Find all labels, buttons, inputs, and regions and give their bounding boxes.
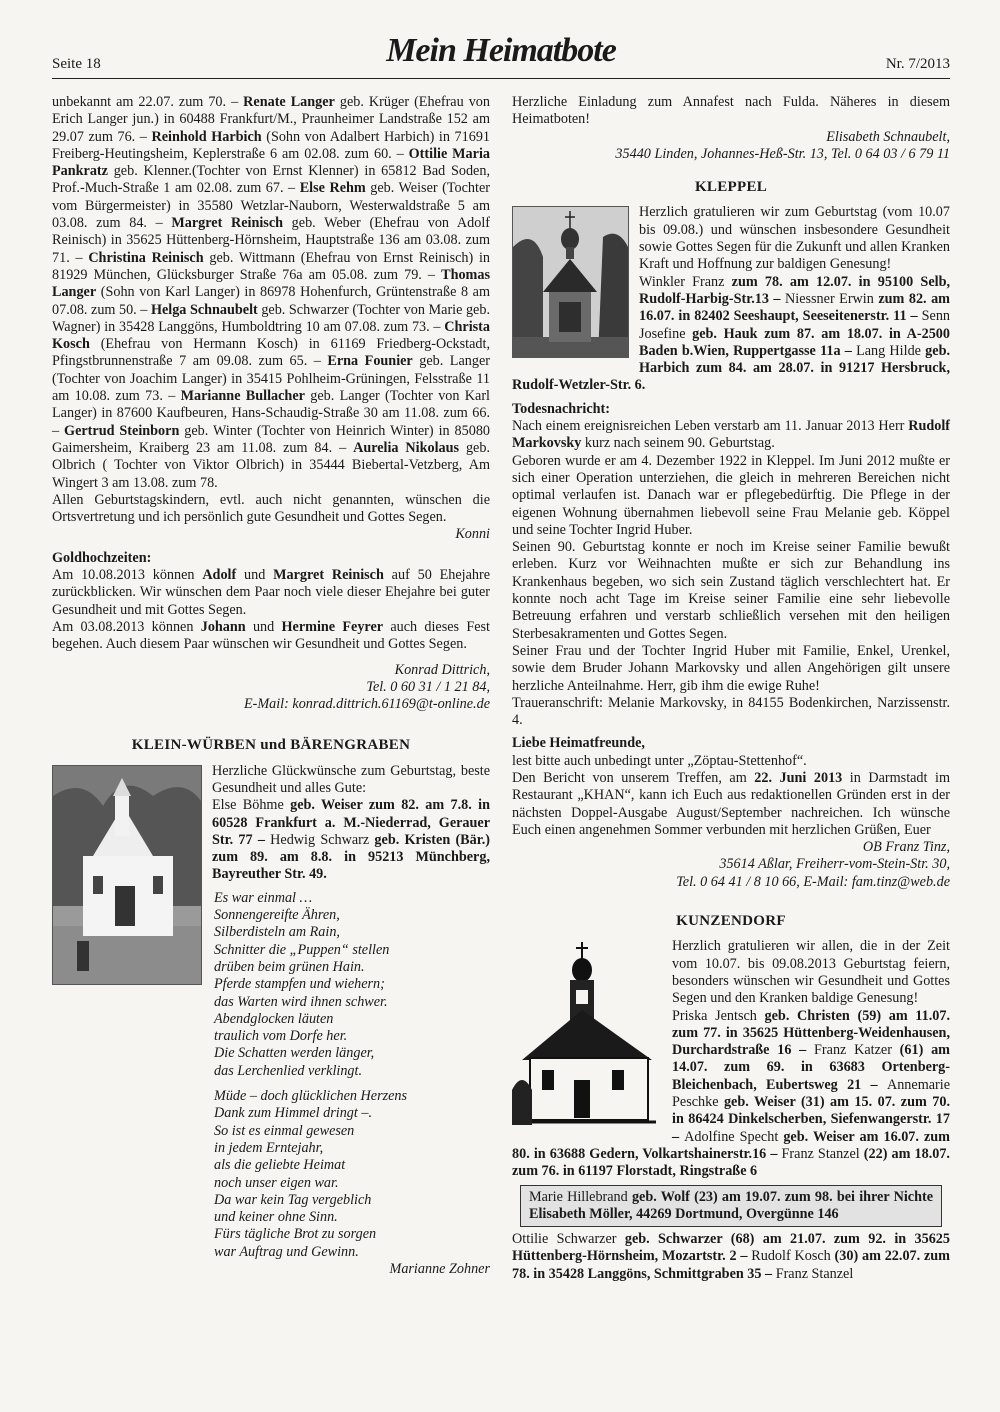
person-name: Thomas Langer (52, 266, 490, 301)
person-name: geb. Weiser (31) am 15. 07. zum 70. in 86424 Dinkelscherben, Siefenwangerstr. 17 – (672, 1094, 950, 1145)
person-name: geb. Christen (59) am 11.07. zum 77. in 35625 Hüttenberg-Weidenhausen, Durchardstraße 16 – (672, 1007, 950, 1059)
person-name: Christina Reinisch (88, 249, 204, 266)
death-notice-address: Traueranschrift: Melanie Markovsky, in 84155 Bodenkirchen, Narzissenstr. 4. (512, 694, 950, 729)
person-name: Christa Kosch (52, 318, 490, 353)
poem-line: in jedem Erntejahr, (214, 1139, 324, 1156)
left-column (52, 94, 490, 1278)
gold-wedding-2: Am 03.08.2013 können Johann und Hermine Feyrer auch dieses Fest begehen. Auch diesem Paar wünschen wir Gesundheit und Gottes Segen. (52, 618, 490, 653)
friends-heading: Liebe Heimatfreunde, (512, 735, 645, 752)
death-notice-3: Seinen 90. Geburtstag konnte er noch im Kreise seiner Familie bewußt erleben. Kurz vor Weihnachten mußte er sich zur Behandlung ins Krankenhaus begeben, wo sich sein Zustand täglich verschlechtert hat. Er konnte noch acht Tage im Kreise seiner Familie eine sehr liebevolle Betreuung erfahren und verstarb schließlich versehen mit den heiligen Sterbesakramenten und Gottes Segen. (512, 539, 950, 642)
church-drawing (512, 940, 662, 1130)
person-name: geb. Kristen (Bär.) zum 89. am 8.8. in 95213 Münchberg, Bayreuther Str. 49. (212, 831, 490, 883)
annafest-signature: Elisabeth Schnaubelt, (826, 128, 950, 145)
person-name: Margret Reinisch (171, 215, 284, 232)
death-notice-2: Geboren wurde er am 4. Dezember 1922 in Kleppel. Im Juni 2012 mußte er sich einer Operation unterziehen, die gleich in mehreren Bereichen nicht optimal verlaufen ist. Danach war er pflegebedürftig. Die Pflege in der eigenen Wohnung übernahmen liebevoll seine Frau Melanie geb. Köppel und seine Tochter Ingrid Huber. (512, 452, 950, 538)
poem-line: Abendglocken läuten (214, 1010, 334, 1027)
final-birthdays: Ottilie Schwarzer geb. Schwarzer (68) am 21.07. zum 92. in 35625 Hüttenberg-Hörnsheim, Mozartstr. 2 – Rudolf Kosch (30) am 22.07. zum 78. in 35428 Langgöns, Schmittgraben 35 – Franz Stanzel (512, 1231, 950, 1282)
kw-intro: Herzliche Glückwünsche zum Geburtstag, beste Gesundheit und alles Gute: (212, 762, 490, 796)
annafest-invitation: Herzliche Einladung zum Annafest nach Fulda. Näheres in diesem Heimatboten! (512, 94, 950, 128)
person-name: Rudolf Markovsky (512, 418, 950, 452)
person-name: (30) am 22.07. zum 78. in 35428 Langgöns, Schmittgraben 35 – (512, 1248, 950, 1282)
death-notice-4: Seiner Frau und der Tochter Ingrid Huber mit Familie, Enkel, Urenkel, sowie dem Bruder Johann Markovsky und allen Angehörigen gilt unsere herzliche Anteilnahme. Herr, gib ihm die ewige Ruhe! (512, 642, 950, 694)
poem-line: Dank zum Himmel dringt –. (214, 1105, 373, 1122)
kleppel-intro: Herzlich gratulieren wir zum Geburtstag (vom 10.07 bis 09.08.) und wünschen insbesondere Gesundheit sowie Gottes Segen für die Zukunft und allen Kranken Kraft und Hoffnung zur baldigen Genesung! (639, 204, 950, 273)
person-name: zum 78. am 12.07. in 95100 Selb, Rudolf-Harbig-Str.13 – (639, 273, 951, 307)
person-name: geb. Weiser am 16.07. zum 80. in 63688 Gedern, Volkartshainerstr.16 – (512, 1128, 951, 1162)
right-column (512, 94, 950, 1283)
highlight-box-text: Marie Hillebrand geb. Wolf (23) am 19.07. zum 98. bei ihrer Nichte Elisabeth Möller, 44269 Dortmund, Overgünne 146 (529, 1188, 933, 1222)
signature-name: Konrad Dittrich, (394, 661, 490, 678)
person-name: zum 82. am 16.07. in 82402 Seeshaupt, Seeseitenerstr. 11 – (639, 290, 950, 325)
kunzendorf-birthdays: Priska Jentsch geb. Christen (59) am 11.07. zum 77. in 35625 Hüttenberg-Weidenhausen, Durchardstraße 16 – Franz Katzer (61) am 14.07. zum 69. in 63683 Ortenberg-Bleichenbach, Eubertsweg 21 – Annemarie Peschke geb. Weiser (31) am 15. 07. zum 70. in 86424 Dinkelscherben, Siefenwangerstr. 17 – Adolfine Specht geb. Weiser am 16.07. zum 80. in 63688 Gedern, Volkartshainerstr.16 – Franz Stanzel (22) am 18.07. zum 76. in 61197 Florstadt, Ringstraße 6 (512, 1007, 951, 1180)
person-name: Johann (200, 618, 246, 635)
poem-line: das Warten wird ihnen schwer. (214, 993, 388, 1010)
person-name: geb. Hauk zum 87. am 18.07. in A-2500 Baden b.Wien, Ruppertgasse 11a – (639, 325, 950, 359)
church-image (512, 940, 662, 1130)
poem-line: traulich vom Dorfe her. (214, 1028, 348, 1045)
friends-address: 35614 Aßlar, Freiherr-vom-Stein-Str. 30, (719, 856, 950, 873)
poem-line: Da war kein Tag vergeblich (214, 1191, 372, 1208)
person-name: Renate Langer (243, 94, 335, 110)
bell-tower-photo (512, 206, 629, 358)
person-name: Erna Founier (327, 353, 413, 370)
poem-line: Silberdisteln am Rain, (214, 924, 340, 941)
person-name: Helga Schnaubelt (150, 301, 258, 318)
issue-number: Nr. 7/2013 (885, 56, 950, 72)
person-name: geb. Wolf (23) am 19.07. zum 98. bei ihrer Nichte Elisabeth Möller, 44269 Dortmund, Overgünne 146 (529, 1188, 933, 1222)
gold-wedding-1: Am 10.08.2013 können Adolf und Margret Reinisch auf 50 Ehejahre zurückblicken. Wir wünschen dem Paar noch viele dieser Ehejahre bei guter Gesundheit und mit Gottes Segen. (52, 567, 490, 618)
poem-line: als die geliebte Heimat (214, 1157, 346, 1174)
signature-phone: Tel. 0 60 31 / 1 21 84, (366, 678, 490, 695)
poem-line: noch unser eigen war. (214, 1174, 339, 1191)
person-name: geb. Harbich zum 84. am 28.07. in 91217 Hersbruck, Rudolf-Wetzler-Str. 6. (512, 342, 951, 394)
poem-line: Die Schatten werden länger, (214, 1045, 375, 1062)
person-name: Else Rehm (299, 180, 366, 197)
masthead-logo: Mein Heimatbote (386, 32, 616, 69)
person-name: 22. Juni 2013 (754, 769, 843, 786)
poem-author: Marianne Zohner (389, 1261, 490, 1277)
kw-birthdays: Else Böhme geb. Weiser zum 82. am 7.8. in 60528 Frankfurt a. M.-Niederrad, Gerauer Str. 77 – Hedwig Schwarz geb. Kristen (Bär.) zum 89. am 8.8. in 95213 Münchberg, Bayreuther Str. 49. (212, 797, 490, 883)
person-name: Reinhold Harbich (151, 128, 262, 145)
chapel-photo (52, 765, 202, 985)
person-name: Margret Reinisch (273, 567, 384, 584)
poem-line: und keiner ohne Sinn. (214, 1209, 338, 1226)
header-rule (52, 78, 950, 79)
section-title-kleppel: KLEPPEL (694, 179, 768, 196)
person-name: Marianne Bullacher (180, 388, 305, 405)
poem-line: Müde – doch glücklichen Herzens (214, 1088, 408, 1105)
person-name: (61) am 14.07. zum 69. in 63683 Ortenberg-Bleichenbach, Eubertsweg 21 – (672, 1042, 950, 1093)
section-title-kunzendorf: KUNZENDORF (676, 913, 786, 930)
poem (214, 890, 490, 1261)
poem-line: Schnitter die „Puppen“ stellen (214, 941, 390, 958)
person-name: Adolf (202, 567, 237, 584)
page-number: Seite 18 (52, 56, 101, 72)
friends-contact: Tel. 0 64 41 / 8 10 66, E-Mail: fam.tinz@web.de (676, 873, 950, 890)
birthday-list-continued: unbekannt am 22.07. zum 70. – Renate Langer geb. Krüger (Ehefrau von Erich Langer jun.) in 60488 Frankfurt/M., Praunheimer Landstraße 152 am 29.07 zum 76. – Reinhold Harbich (Sohn von Adalbert Harbich) in 71691 Freiberg-Heutingsheim, Keplerstraße 6 am 02.08. zum 60. – Ottilie Maria Pankratz geb. Klenner.(Tochter von Ernst Klenner) in 65812 Bad Soden, Prof.-Much-Straße 1 am 02.08. zum 67. – Else Rehm geb. Weiser (Tochter vom Bürgermeister) in 35580 Wetzlar-Nauborn, Westerwaldstraße 5 am 03.08. zum 84. – Margret Reinisch geb. Weber (Ehefrau von Adolf Reinisch) in 35625 Hüttenberg-Hörnsheim, Hauptstraße 136 am 03.08. zum 71. – Christina Reinisch geb. Wittmann (Ehefrau von Ernst Reinisch) in 81929 München, Glücksburger Straße 76a am 05.08. zum 79. – Thomas Langer (Sohn von Karl Langer) in 86978 Hohenfurch, Grüntenstraße 8 am 07.08. zum 50. – Helga Schnaubelt geb. Schwarzer (Tochter von Marie geb. Wagner) in 35428 Langgöns, Humboldtring 10 am 07.08. zum 73. – Christa Kosch (Ehefrau von Hermann Kosch) in 61169 Friedberg-Ockstadt, Pfingstbrunnenstraße 7 am 09.08. zum 65. – Erna Founier geb. Langer (Tochter von Joachim Langer) in 35415 Pohlheim-Grüningen, Felsstraße 11 am 10.08. zum 73. – Marianne Bullacher geb. Langer (Tochter von Karl Langer) in 87600 Kaufbeuren, Hans-Schaudig-Straße 30 am 11.08. zum 66. – Gertrud Steinborn geb. Winter (Tochter von Heinrich Winter) in 85080 Gaimersheim, Kraiberg 23 am 11.08. zum 84. – Aurelia Nikolaus geb. Olbrich ( Tochter von Viktor Olbrich) in 35444 Biebertal-Vetzberg, Am Wingert 3 am 13.08. zum 78. (52, 94, 491, 491)
bell-tower-image (513, 207, 628, 357)
highlight-box (520, 1185, 942, 1228)
poem-line (214, 1080, 490, 1088)
poem-line: das Lerchenlied verklingt. (214, 1062, 363, 1079)
person-name: Ottilie Maria Pankratz (52, 145, 490, 180)
poem-line: So ist es einmal gewesen (214, 1122, 355, 1139)
kunzendorf-intro: Herzlich gratulieren wir allen, die in der Zeit vom 10.07. bis 09.08.2013 Geburtstag feiern, besonders wünschen wir Gesundheit und Gottes Segen und den Kranken baldige Genesung! (672, 938, 950, 1007)
friends-2: Den Bericht von unserem Treffen, am 22. Juni 2013 in Darmstadt im Restaurant „KHAN“, kann ich Euch aus redaktionellen Gründen erst in der nächsten Doppel-Ausgabe August/September nachreichen. Ich wünsche Euch einen angenehmen Sommer verbunden mit herzlichen Grüßen, Euer (512, 769, 950, 838)
person-name: Hermine Feyrer (281, 618, 384, 635)
page-header (52, 30, 950, 70)
annafest-address: 35440 Linden, Johannes-Heß-Str. 13, Tel. 0 64 03 / 6 79 11 (615, 145, 950, 162)
poem-line: war Auftrag und Gewinn. (214, 1243, 359, 1260)
gold-wedding-heading: Goldhochzeiten: (52, 549, 152, 566)
greeting-paragraph: Allen Geburtstagskindern, evtl. auch nicht genannten, wünschen die Ortsvertretung und ich persönlich gute Gesundheit und Gottes Segen. (52, 491, 490, 526)
death-notice-1: Nach einem ereignisreichen Leben verstarb am 11. Januar 2013 Herr Rudolf Markovsky kurz nach seinem 90. Geburtstag. (512, 418, 950, 452)
poem-line: Es war einmal … (214, 889, 313, 906)
person-name: (22) am 18.07. zum 76. in 61197 Florstadt, Ringstraße 6 (512, 1145, 950, 1180)
signature-email: E-Mail: konrad.dittrich.61169@t-online.de (243, 696, 490, 713)
chapel-image (53, 766, 201, 984)
poem-line: Fürs tägliche Brot zu sorgen (214, 1226, 377, 1243)
person-name: Aurelia Nikolaus (353, 439, 460, 456)
person-name: geb. Weiser zum 82. am 7.8. in 60528 Frankfurt a. M.-Niederrad, Gerauer Str. 77 – (212, 797, 490, 848)
person-name: geb. Schwarzer (68) am 21.07. zum 92. in 35625 Hüttenberg-Hörnsheim, Mozartstr. 2 – (512, 1231, 950, 1265)
poem-line: Sonnengereifte Ähren, (214, 907, 340, 924)
friends-1: lest bitte auch unbedingt unter „Zöptau-Stettenhof“. (512, 752, 807, 769)
person-name: Gertrud Steinborn (64, 422, 180, 439)
poem-line: drüben beim grünen Hain. (214, 958, 365, 975)
poem-line: Pferde stampfen und wiehern; (214, 976, 385, 993)
friends-signature: OB Franz Tinz, (862, 839, 950, 856)
death-notice-heading: Todesnachricht: (512, 400, 611, 417)
section-title-klein-wuerben: KLEIN-WÜRBEN und BÄRENGRABEN (131, 737, 411, 754)
kleppel-birthdays: Winkler Franz zum 78. am 12.07. in 95100 Selb, Rudolf-Harbig-Str.13 – Niessner Erwin zum 82. am 16.07. in 82402 Seeshaupt, Seeseitenerstr. 11 – Senn Josefine geb. Hauk zum 87. am 18.07. in A-2500 Baden b.Wien, Ruppertgasse 11a – Lang Hilde geb. Harbich zum 84. am 28.07. in 91217 Hersbruck, Rudolf-Wetzler-Str. 6. (512, 273, 951, 394)
greeting-signature: Konni (455, 526, 490, 543)
